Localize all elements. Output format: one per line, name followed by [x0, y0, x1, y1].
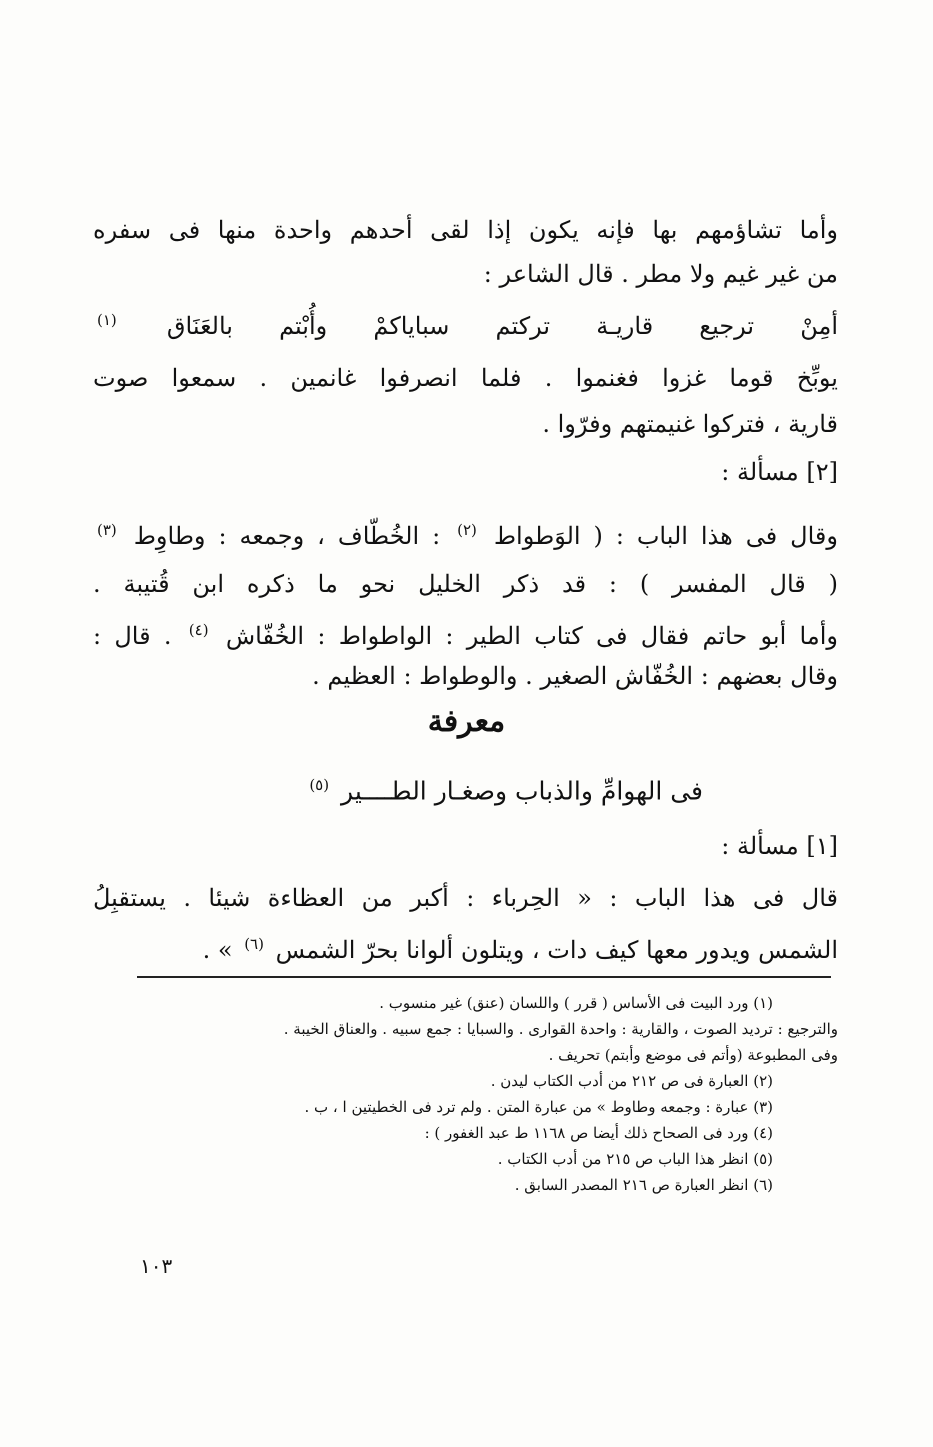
footnote-ref-1: (١): [97, 311, 117, 329]
body-line-9-b: . قال :: [93, 622, 172, 650]
page-number: ١٠٣: [140, 1254, 173, 1278]
body-line-7: [93, 510, 838, 556]
section2-line-1: قال فى هذا الباب : « الحِرباء : أكبر من العظاءة شيئا . يستقبِلُ: [93, 884, 838, 912]
section2-line-2-a: الشمس ويدور معها كيف دات ، ويتلون ألوانا بحرّ الشمس: [275, 936, 838, 964]
question-2-label: [٢] مسألة :: [721, 458, 838, 486]
footnote-ref-6: (٦): [244, 935, 264, 953]
section-subheading-text: فى الهوامِّ والذباب وصغـار الطــــير: [341, 776, 703, 806]
body-line-2: من غير غيم ولا مطر . قال الشاعر :: [483, 260, 838, 288]
body-line-1: وأما تشاؤمهم بها فإنه يكون إذا لقى أحدهم واحدة منها فى سفره: [93, 216, 839, 244]
question-1-label: [١] مسألة :: [721, 832, 838, 860]
footnote-ref-3: (٣): [97, 521, 117, 539]
body-line-10: وقال بعضهم : الخُفّاش الصغير . والوطواط : العظيم .: [312, 662, 838, 690]
poem-verse-text: أمِنْ ترجيع قاريـة تركتم سباياكمْ وأُبْتم بالعَنَاق: [166, 312, 838, 340]
footnote-ref-4: (٤): [188, 621, 209, 639]
footnote-ref-2: (٢): [457, 521, 477, 539]
section-subheading: [305, 776, 703, 805]
footnote-1-gloss: والترجيع : ترديد الصوت ، والقارية : واحدة القوارى . والسبايا : جمع سبيه . والعناق الخيبة .: [283, 1020, 838, 1038]
poem-verse: [93, 300, 838, 346]
body-line-4: يوبِّخ قوما غزوا فغنموا . فلما انصرفوا غانمين . سمعوا صوت: [93, 364, 838, 392]
section2-line-2: [93, 924, 838, 970]
body-line-7-b: : الخُطّاف ، وجمعه : وطاوِط: [133, 522, 441, 550]
footnote-3: (٣) عبارة : وجمعه وطاوط » من عبارة المتن . ولم ترد فى الخطيتين ا ، ب .: [304, 1098, 773, 1116]
body-line-7-a: وقال فى هذا الباب : ( الوَطواط: [493, 522, 838, 550]
footnote-1: (١) ورد البيت فى الأساس ( قرر ) واللسان (عنق) غير منسوب .: [379, 994, 773, 1012]
footnote-divider: [137, 976, 831, 978]
section2-line-2-b: » .: [202, 936, 233, 964]
section-heading: معرفة: [427, 704, 506, 739]
body-line-9: [93, 610, 838, 656]
footnote-5: (٥) انظر هذا الباب ص ٢١٥ من أدب الكتاب .: [497, 1150, 773, 1168]
footnote-4: (٤) ورد فى الصحاح ذلك أيضا ص ١١٦٨ ط عبد الغفور ) :: [424, 1124, 773, 1142]
body-line-8: ( قال المفسر ) : قد ذكر الخليل نحو ما ذكره ابن قُتيبة .: [93, 570, 838, 598]
footnote-1-note: وفى المطبوعة (وأتم فى موضع وأبتم) تحريف .: [548, 1046, 838, 1064]
footnote-ref-5: (٥): [309, 776, 330, 794]
body-line-5: قارية ، فتركوا غنيمتهم وفرّوا .: [542, 410, 838, 438]
footnote-6: (٦) انظر العبارة ص ٢١٦ المصدر السابق .: [514, 1176, 773, 1194]
footnote-2: (٢) العبارة فى ص ٢١٢ من أدب الكتاب ليدن .: [490, 1072, 773, 1090]
body-line-9-a: وأما أبو حاتم فقال فى كتاب الطير : الواطواط : الخُفّاش: [225, 622, 838, 650]
